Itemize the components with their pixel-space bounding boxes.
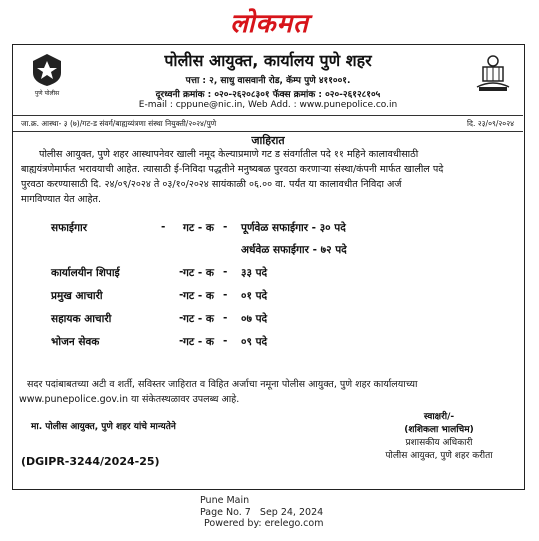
post-separator: - [179,266,184,278]
approval-text: मा. पोलीस आयुक्त, पुणे शहर यांचे मान्यतेने [31,422,176,432]
post-name: प्रमुख आचारी [51,290,103,302]
post-name: कार्यालयीन शिपाई [51,267,120,279]
signatory-office: पोलीस आयुक्त, पुणे शहर करीता [385,451,493,461]
notice-heading: जाहिरात [251,134,285,147]
office-title: पोलीस आयुक्त, कार्यालय पुणे शहर [164,51,372,70]
masthead [0,0,539,44]
post-separator: - [223,266,228,278]
post-name: सहायक आचारी [51,313,112,325]
post-name: सफाईगार [51,222,87,234]
reference-date: दि. २३/०९/२०२४ [467,119,514,128]
pune-police-emblem-icon [31,53,63,87]
note-line: www.punepolice.gov.in या संकेतस्थळावर उपलब्ध आहे. [19,394,240,405]
body-line: बाह्ययंत्रणेमार्फत भरावयाची आहेत. त्यासाठी ई-निविदा पद्धतीने मनुष्यबळ पुरवठा करणाऱ्या संस्था/कंपनी मार्फत खालील पदे [21,164,444,175]
signatory-designation: प्रशासकीय अधिकारी [405,438,473,448]
signatory-name: (शशिकला भालचिम) [404,425,474,435]
notice-note [19,377,517,407]
post-separator: - [179,289,184,301]
post-separator: - [223,312,228,324]
post-category: गट - क [183,290,214,302]
footer-powered: Powered by: erelego.com [204,518,324,529]
signature-block [359,411,519,463]
office-email: E-mail : cppune@nic.in, Web Add. : www.punepolice.co.in [138,100,398,110]
state-emblem-icon [471,51,515,95]
post-category: गट - क [183,313,214,325]
post-separator: - [161,221,166,233]
office-address: पत्ता : २, साधु वासवानी रोड, कॅम्प पुणे ४११००१. [185,76,351,86]
post-separator: - [223,221,228,233]
post-name: भोजन सेवक [51,336,100,348]
body-line: पुरवठा करण्यासाठी दि. २४/०९/२०२४ ते ०३/१०/२०२४ सायंकाळी ०६.०० वा. पर्यंत या कालावधीत निविदा अर्ज [21,179,402,190]
footer-edition: Pune Main [200,495,250,506]
page-footer [160,495,380,530]
notice-body [21,147,517,207]
note-line: सदर पदांबाबतच्या अटी व शर्ती, सविस्तर जाहिरात व विहित अर्जाचा नमूना पोलीस आयुक्त, पुणे शहर कार्यालयाच्या [27,379,418,390]
dgipr-code: (DGIPR-3244/2024-25) [21,455,160,468]
post-category: गट - क [183,336,214,348]
footer-page: Page No. 7 [200,506,251,518]
footer-date: Sep 24, 2024 [259,506,324,518]
post-count: ०७ पदे [241,313,268,325]
post-count: ०१ पदे [241,290,268,302]
post-separator: - [223,335,228,347]
post-count: ३३ पदे [241,267,268,279]
reference-number: जा.क्र. आस्था- ३ (७)/गट-ड संवर्ग/बाह्यय्यंत्रणा संस्था नियुक्ती/२०२४/पुणे [21,119,217,128]
office-phone: दूरध्वनी क्रमांक : ०२०-२६२०८३०१ फॅक्स क्रमांक : ०२०-२६१२८१०५ [155,90,381,100]
post-count: पूर्णवेळ सफाईगार - ३० पदे [241,222,346,234]
emblem-label: पुणे पोलीस [34,90,60,97]
post-count: ०९ पदे [241,336,268,348]
divider [13,131,523,132]
post-category: गट - क [183,222,214,234]
post-separator: - [179,335,184,347]
lokmat-logo: लोकमत [230,9,309,39]
post-category: गट - क [183,267,214,279]
post-separator: - [179,312,184,324]
notice-box [12,44,525,490]
post-count: अर्धवेळ सफाईगार - ७२ पदे [241,244,347,256]
footer-page-line [160,507,380,519]
body-line: मागविण्यात येत आहेत. [21,194,102,205]
body-line: पोलीस आयुक्त, पुणे शहर आस्थापनेवर खाली नमूद केल्याप्रमाणे गट ड संवर्गातील पदे ११ महिने कालावधीसाठी [39,149,419,160]
divider [13,115,523,116]
signature-label: स्वाक्षरी/- [423,412,455,422]
post-separator: - [223,289,228,301]
